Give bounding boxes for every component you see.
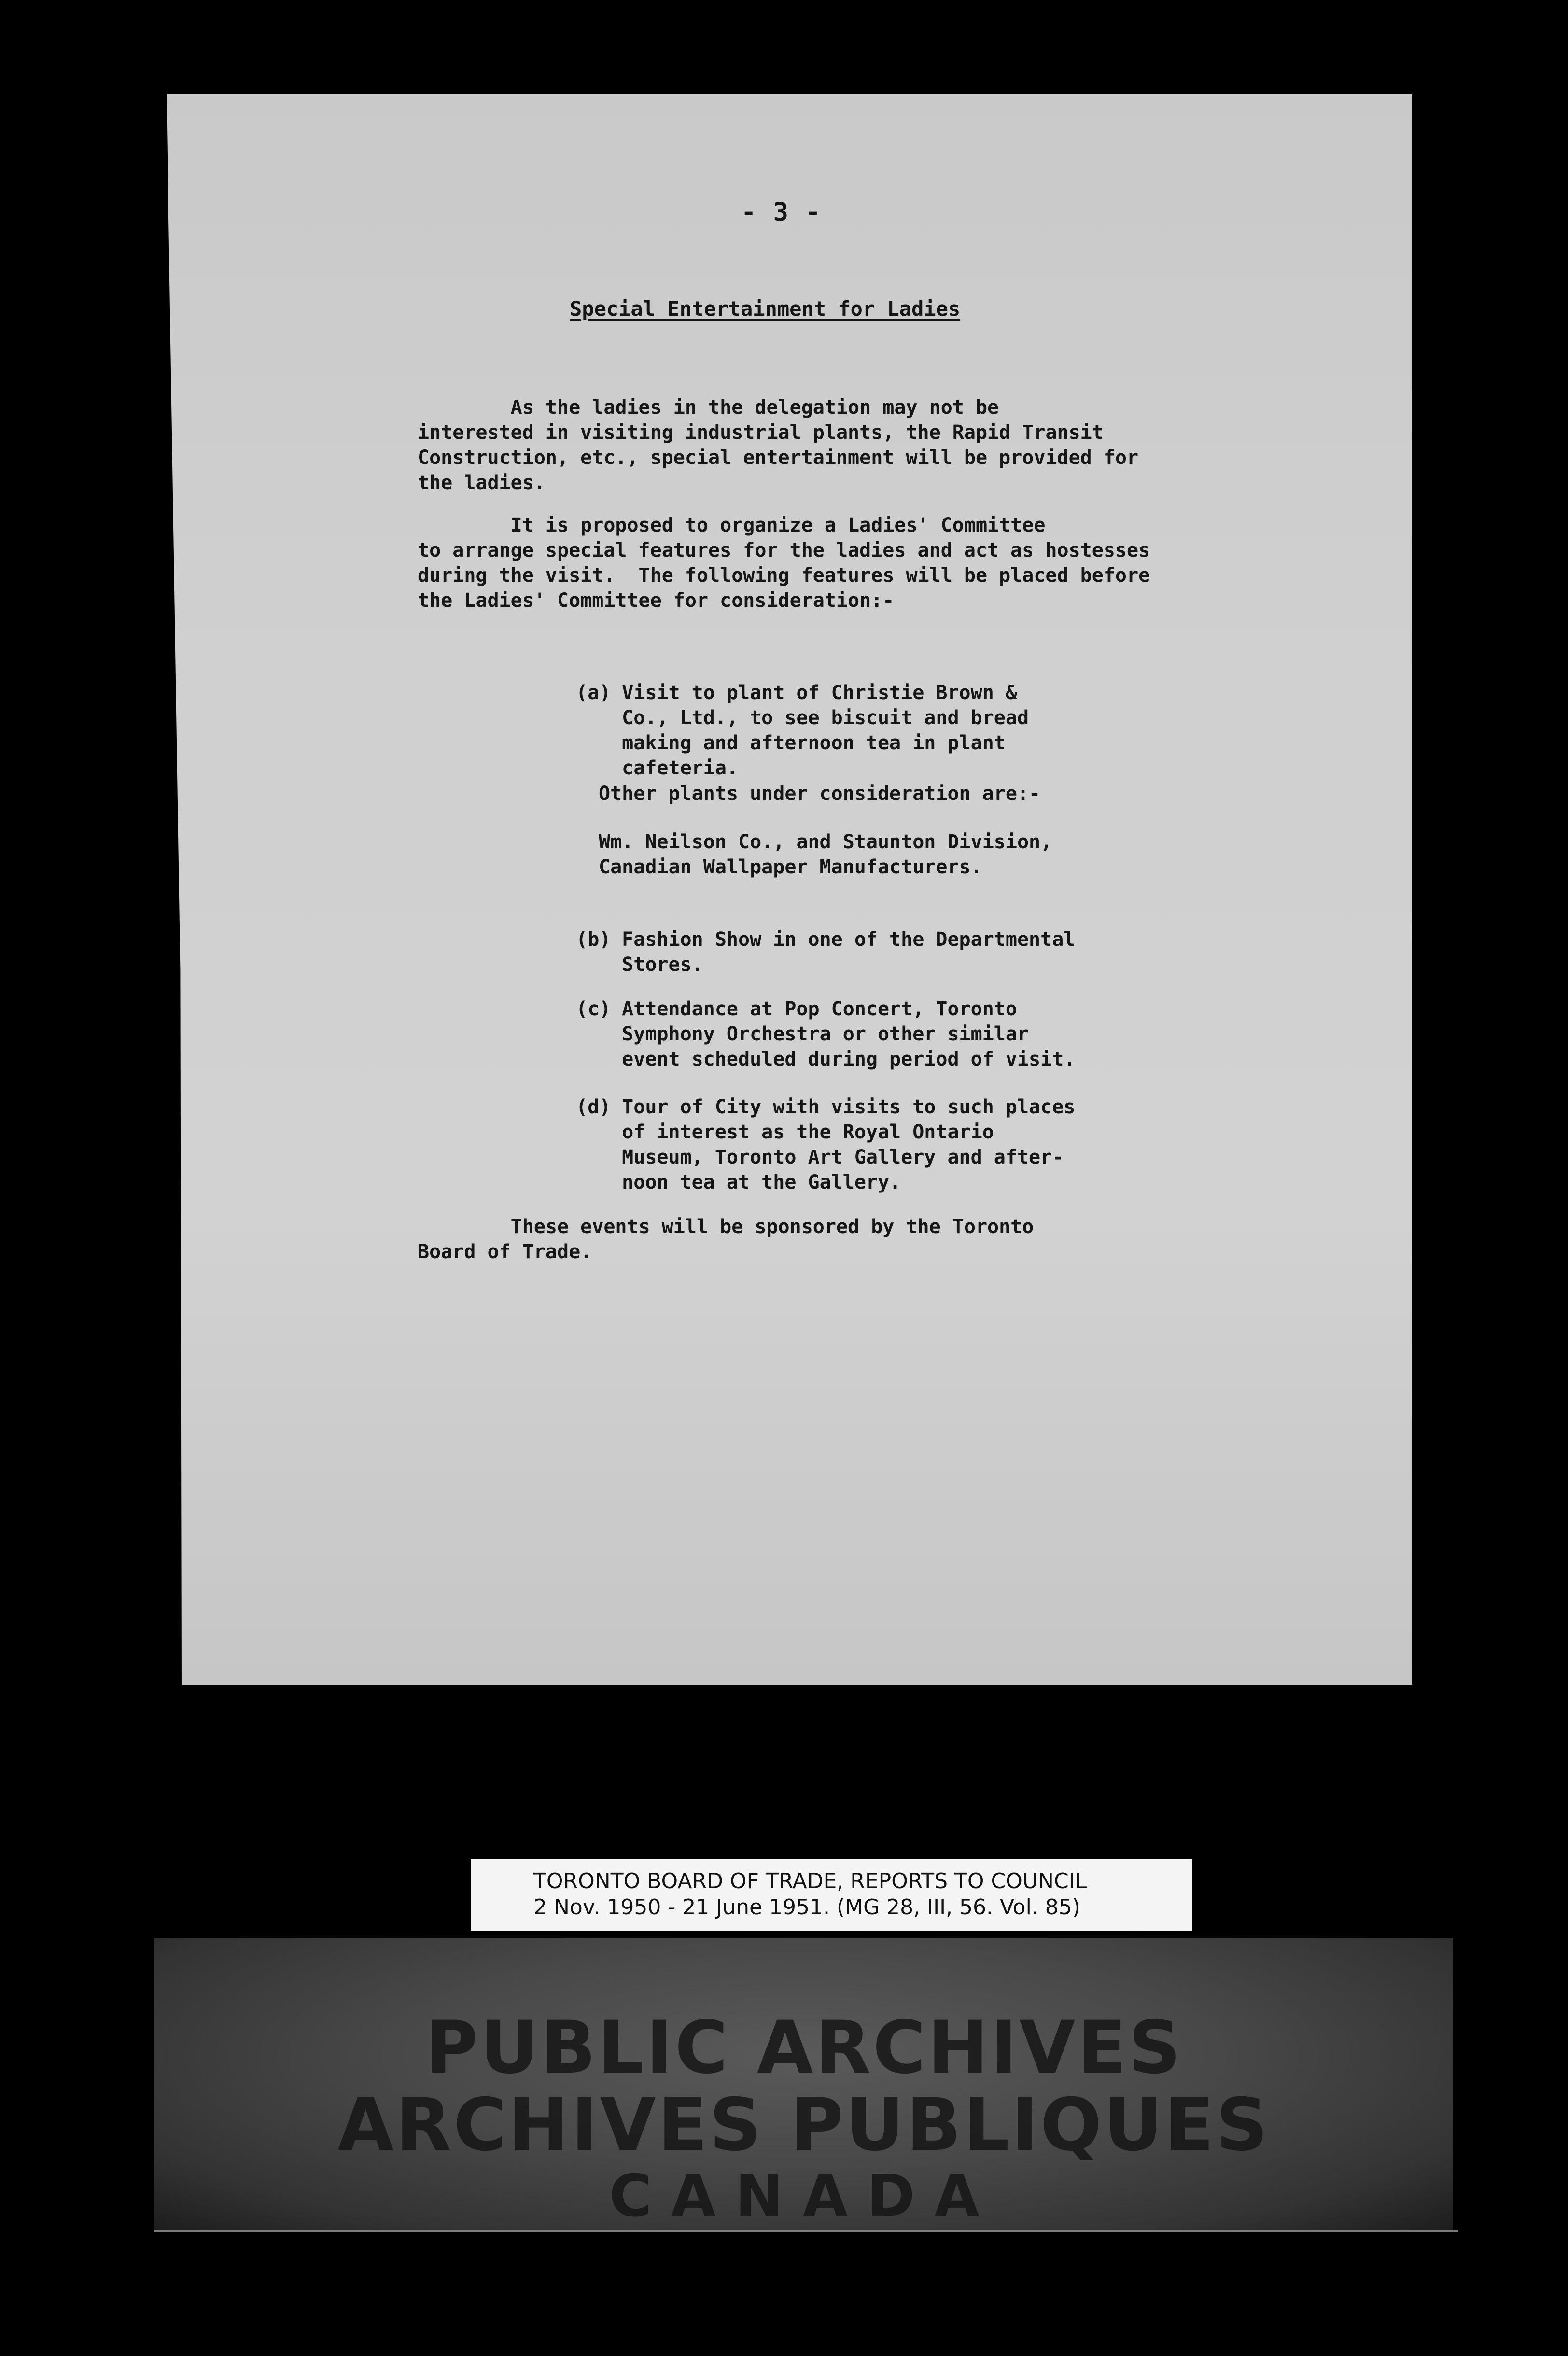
item-text: Tour of City with visits to such places of interest as the Royal Ontario Museum, Toronto Art Gallery and after- noon tea at the Gallery. <box>622 1096 1076 1193</box>
item-marker: (c) <box>576 998 611 1020</box>
archive-label-line-2: 2 Nov. 1950 - 21 June 1951. (MG 28, III, 56. Vol. 85) <box>533 1895 1080 1920</box>
document-page <box>167 94 1412 1685</box>
feature-item-a <box>553 655 1029 781</box>
item-text: Visit to plant of Christie Brown & Co., Ltd., to see biscuit and bread making and afternoon tea in plant cafeteria. <box>622 682 1029 779</box>
item-marker: (b) <box>576 928 611 951</box>
stamp-line-english: PUBLIC ARCHIVES <box>425 2006 1183 2090</box>
archive-reference-label <box>471 1859 1192 1931</box>
item-text: Fashion Show in one of the Departmental Stores. <box>622 928 1076 976</box>
item-marker: (a) <box>576 682 611 704</box>
stamp-line-country: CANADA <box>609 2163 999 2230</box>
archives-stamp <box>154 1938 1453 2230</box>
document-heading: Special Entertainment for Ladies <box>570 297 961 321</box>
archive-label-line-1: TORONTO BOARD OF TRADE, REPORTS TO COUNCIL <box>533 1869 1087 1893</box>
paragraph-closing: These events will be sponsored by the Toronto Board of Trade. <box>418 1216 1034 1263</box>
stamp-line-french: ARCHIVES PUBLIQUES <box>337 2083 1270 2167</box>
other-plants-list: Wm. Neilson Co., and Staunton Division, Canadian Wallpaper Manufacturers. <box>599 831 1052 878</box>
feature-item-c <box>553 971 1075 1072</box>
item-text: Attendance at Pop Concert, Toronto Symphony Orchestra or other similar event scheduled during period of visit. <box>622 998 1076 1070</box>
page-number: - 3 - <box>741 198 822 227</box>
feature-item-d <box>553 1069 1075 1195</box>
feature-item-b <box>553 902 1075 977</box>
other-plants-intro: Other plants under consideration are:- <box>599 783 1041 805</box>
divider <box>154 2230 1458 2232</box>
item-marker: (d) <box>576 1096 611 1118</box>
paragraph-intro: As the ladies in the delegation may not be interested in visiting industrial plants, the Rapid Transit Construction, etc., special entertainment will be provided for the ladies. <box>418 396 1139 494</box>
paragraph-committee: It is proposed to organize a Ladies' Committee to arrange special features for the ladies and act as hostesses during the visit. The following features will be placed before the Ladies' Committee for consideration:- <box>418 514 1150 612</box>
